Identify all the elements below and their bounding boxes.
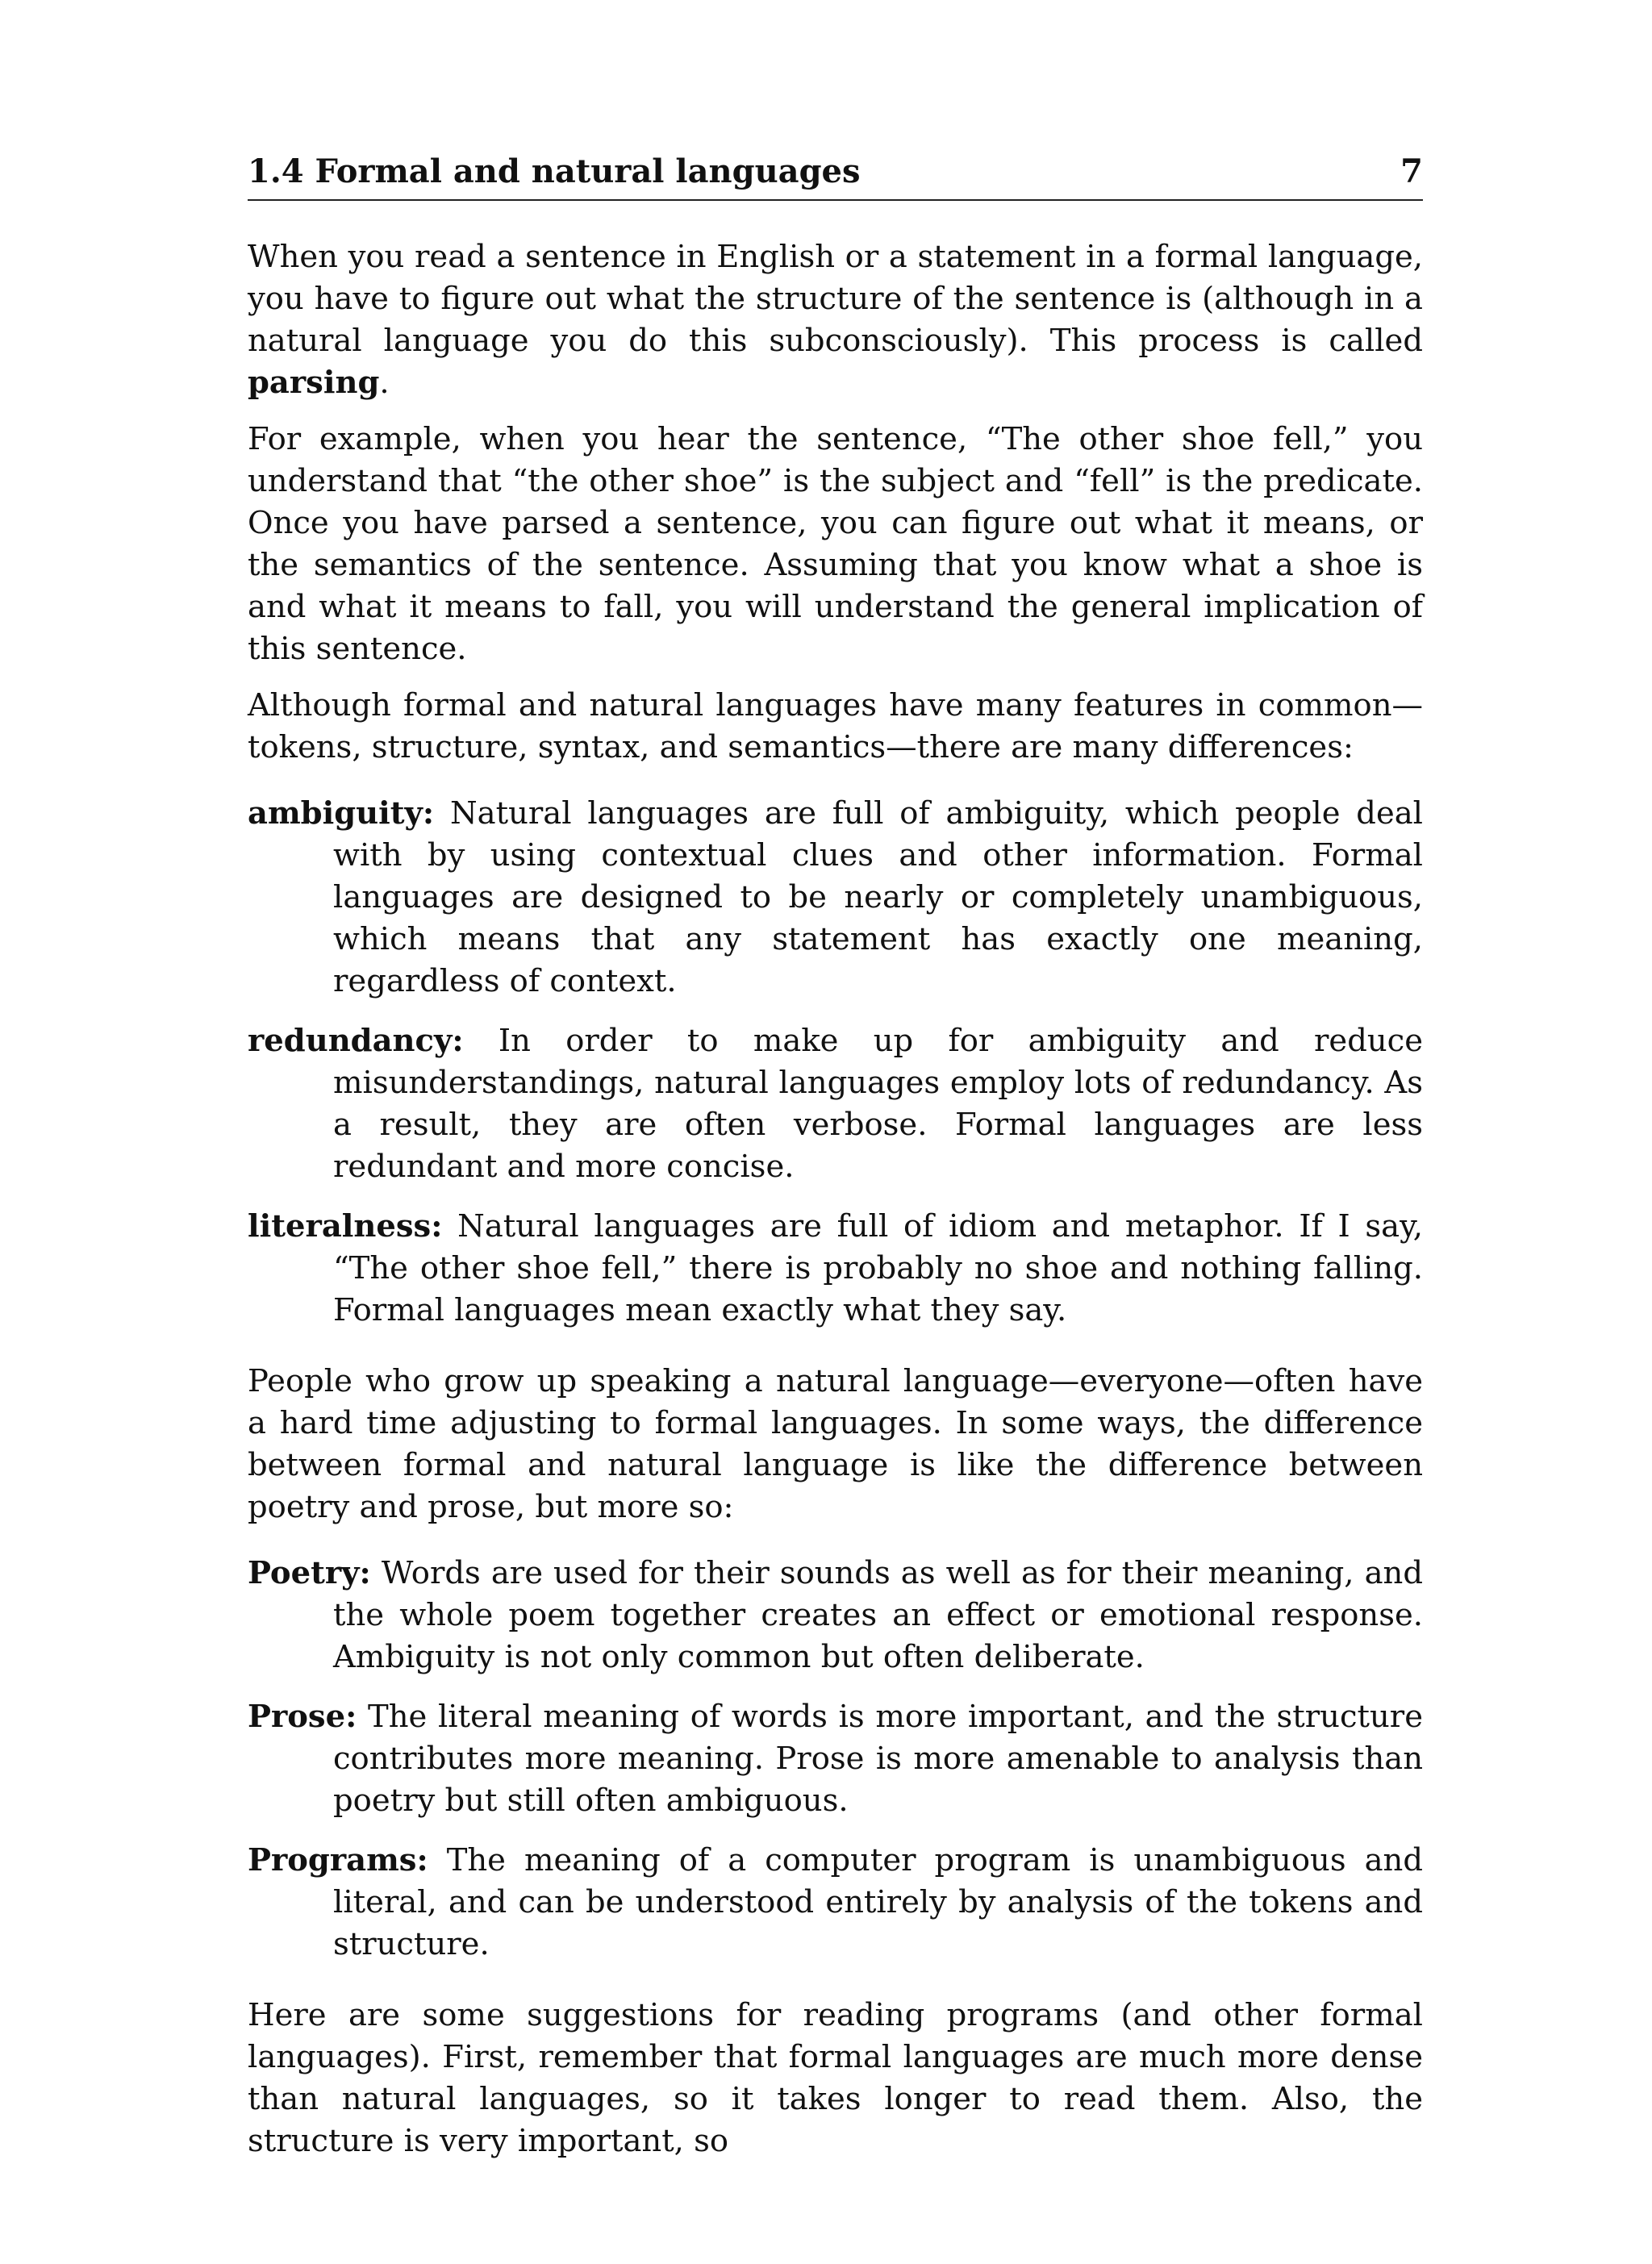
- definition-term: literalness:: [248, 1208, 443, 1245]
- paragraph-differences-intro: Although formal and natural languages have many features in common—tokens, structure, syntax, and semantics—there are many differences:: [248, 687, 1423, 765]
- paragraph-parsing-text: When you read a sentence in English or a statement in a formal language, you have to figure out what the structure of the sentence is (although in a natural language you do this subconsciously). This process is called: [248, 239, 1423, 359]
- paragraph-poetry-prose: People who grow up speaking a natural language—everyone—often have a hard time adjusting to formal languages. In some ways, the difference between formal and natural language is like the difference between poetry and prose, but more so:: [248, 1363, 1423, 1525]
- definition-item: [248, 1020, 1423, 1188]
- page-content: [248, 236, 1423, 2162]
- page-number: 7: [1400, 152, 1423, 190]
- definition-term: ambiguity:: [248, 795, 435, 832]
- definition-text: The meaning of a computer program is unambiguous and literal, and can be understood entirely by analysis of the tokens and structure.: [333, 1842, 1423, 1962]
- section-title: 1.4 Formal and natural languages: [248, 152, 861, 190]
- definition-text: The literal meaning of words is more important, and the structure contributes more meaning. Prose is more amenable to analysis than poetry but still often ambiguous.: [333, 1699, 1423, 1819]
- running-header: [248, 149, 1423, 201]
- definition-text: In order to make up for ambiguity and reduce misunderstandings, natural languages employ lots of redundancy. As a result, they are often verbose. Formal languages are less redundant and more concise.: [333, 1023, 1423, 1185]
- definition-text: Natural languages are full of idiom and metaphor. If I say, “The other shoe fell,” there is probably no shoe and nothing falling. Formal languages mean exactly what they say.: [333, 1208, 1423, 1328]
- definition-term: Poetry:: [248, 1555, 371, 1591]
- definition-item: [248, 1840, 1423, 1966]
- definition-term: Prose:: [248, 1699, 357, 1735]
- definition-item: [248, 1696, 1423, 1822]
- parsing-term: parsing: [248, 365, 380, 401]
- definition-item: [248, 793, 1423, 1003]
- paragraph-parsing: [248, 236, 1423, 404]
- differences-list: [248, 793, 1423, 1332]
- definition-text: Natural languages are full of ambiguity, which people deal with by using contextual clues and other information. Formal languages are designed to be nearly or completely unambiguous, which means that any statement has exactly one meaning, regardless of context.: [333, 795, 1423, 999]
- paragraph-reading-suggestions: Here are some suggestions for reading programs (and other formal languages). First, remember that formal languages are much more dense than natural languages, so it takes longer to read them. Also, the structure is very important, so: [248, 1997, 1423, 2159]
- definition-item: [248, 1206, 1423, 1332]
- definition-term: Programs:: [248, 1842, 428, 1878]
- definition-term: redundancy:: [248, 1023, 464, 1059]
- paragraph-parsing-end: .: [379, 365, 390, 401]
- paragraph-example: For example, when you hear the sentence, “The other shoe fell,” you understand that “the other shoe” is the subject and “fell” is the predicate. Once you have parsed a sentence, you can figure out what it means, or the semantics of the sentence. Assuming that you know what a shoe is and what it means to fall, you will understand the general implication of this sentence.: [248, 421, 1423, 667]
- definition-text: Words are used for their sounds as well as for their meaning, and the whole poem together creates an effect or emotional response. Ambiguity is not only common but often deliberate.: [333, 1555, 1423, 1675]
- genres-list: [248, 1553, 1423, 1966]
- book-page: [248, 149, 1423, 2177]
- definition-item: [248, 1553, 1423, 1678]
